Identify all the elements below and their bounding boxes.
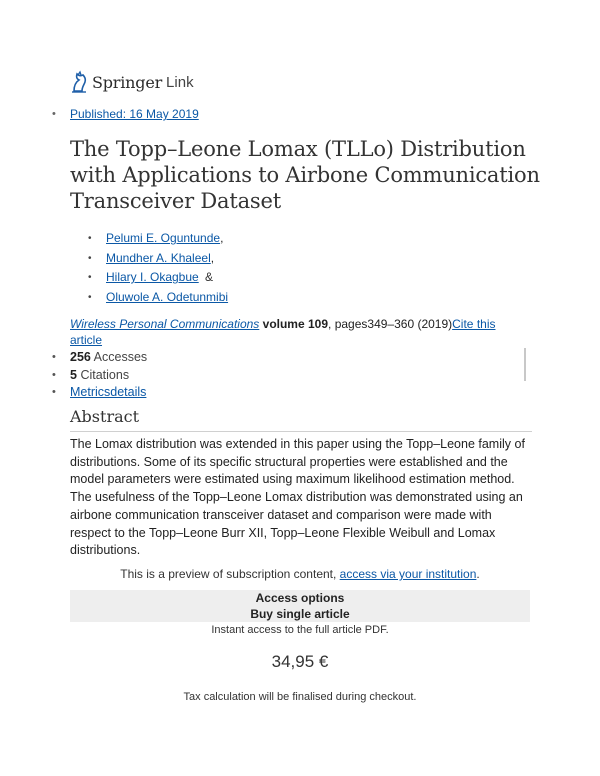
cite-article-link[interactable]: Cite this article — [70, 317, 496, 347]
author-item — [88, 268, 228, 288]
metric-citations — [52, 367, 532, 385]
accesses-label: Accesses — [93, 350, 148, 364]
author-list — [88, 229, 228, 307]
article-price: 34,95 € — [271, 652, 329, 671]
author-separator: , — [220, 231, 224, 245]
author-separator: , — [210, 250, 215, 265]
accesses-count: 256 — [70, 350, 91, 364]
volume-label: volume — [262, 317, 305, 331]
citations-label: Citations — [80, 367, 130, 382]
pages-text: , pages349–360 (2019) — [328, 317, 453, 331]
preview-notice — [0, 567, 600, 581]
buy-single-article-button[interactable]: Buy single article — [250, 607, 350, 621]
author-item — [88, 229, 228, 249]
abstract-heading: Abstract — [70, 407, 532, 432]
springer-horse-icon — [70, 70, 90, 94]
citation-line — [70, 316, 510, 348]
metric-accesses — [52, 349, 532, 367]
author-item — [88, 249, 228, 269]
volume-number: 109 — [308, 317, 329, 331]
access-options-box — [70, 590, 530, 622]
abstract-text: The Lomax distribution was extended in this paper using the Topp–Leone family of distributions. Some of its specific structural properties were established and the model parameters were estimated using maximum likelihood estimation method. The usefulness of the Topp–Leone Lomax distribution was demonstrated using an airbone communication transceiver dataset and comparison were made with respect to the Topp–Leone Burr XII, Topp–Leone Flexible Weibull and Lomax distributions. — [70, 437, 525, 558]
instant-access-text: Instant access to the full article PDF. — [211, 624, 389, 636]
author-link[interactable]: Hilary I. Okagbue — [106, 270, 199, 284]
preview-end: . — [476, 567, 480, 581]
metric-details — [52, 384, 532, 402]
bullet: • — [52, 108, 56, 120]
author-link[interactable]: Mundher A. Khaleel — [106, 250, 211, 265]
published-date-link[interactable]: Published: 16 May 2019 — [70, 107, 199, 121]
metrics-details-link[interactable]: Metricsdetails — [70, 385, 147, 399]
metrics-list — [52, 349, 532, 402]
citations-count: 5 — [70, 367, 77, 382]
institution-access-link[interactable]: access via your institution — [339, 567, 477, 581]
brand-sub: Link — [166, 73, 194, 91]
access-options-label: Access options — [255, 591, 345, 605]
journal-link[interactable]: Wireless Personal Communications — [70, 317, 260, 331]
preview-text: This is a preview of subscription content, — [120, 567, 340, 581]
article-title: The Topp–Leone Lomax (TLLo) Distribution with Applications to Airbone Communication Transceiver Dataset — [70, 137, 540, 213]
springer-link-logo[interactable] — [70, 69, 194, 95]
author-separator: & — [201, 270, 214, 284]
author-item — [88, 288, 228, 308]
brand-name: Springer — [92, 72, 163, 92]
tax-notice: Tax calculation will be finalised during checkout. — [183, 691, 417, 703]
author-link[interactable]: Pelumi E. Oguntunde — [106, 231, 221, 245]
metrics-divider — [524, 348, 526, 381]
author-link[interactable]: Oluwole A. Odetunmibi — [106, 289, 229, 304]
